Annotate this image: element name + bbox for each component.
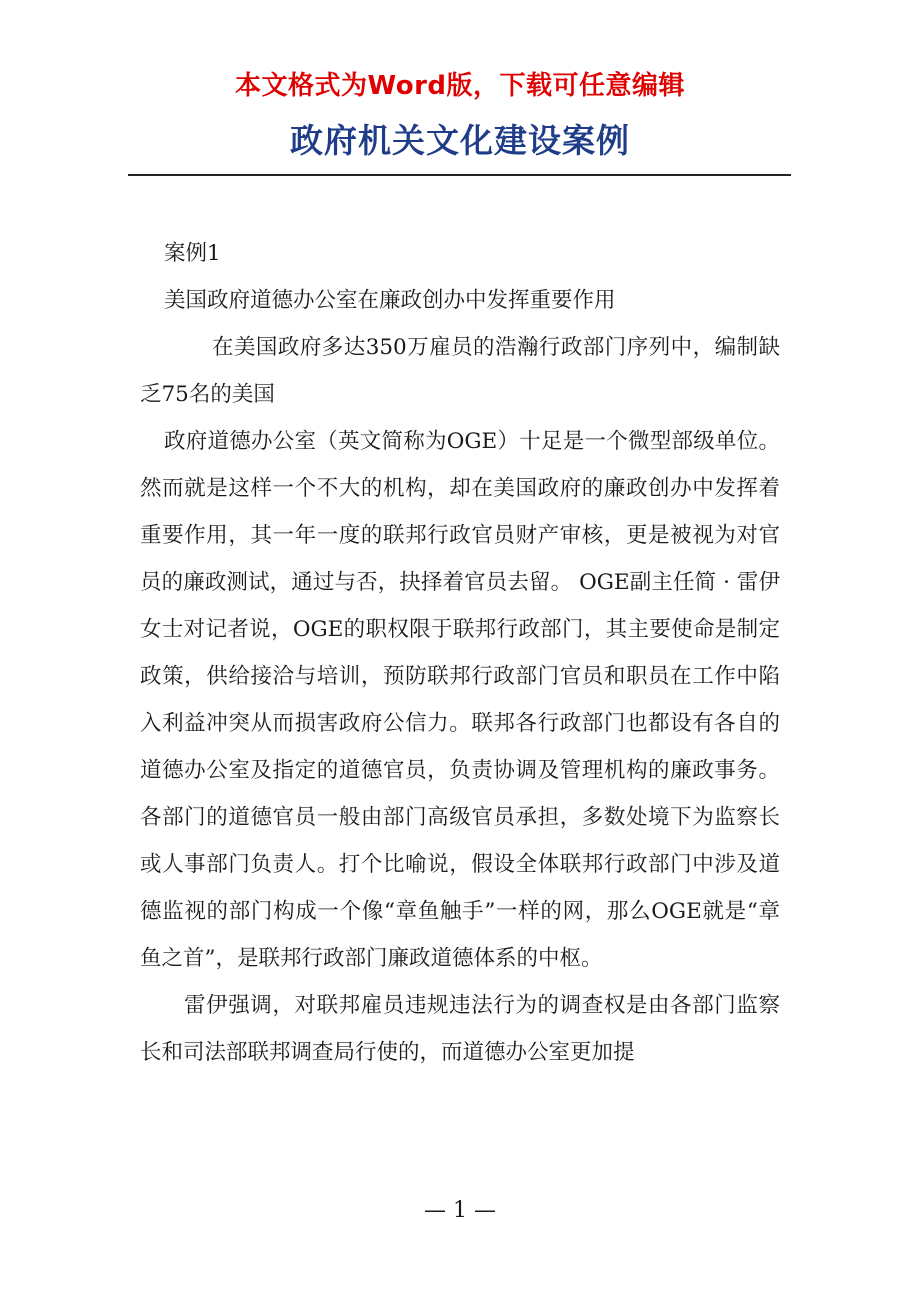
page-number: — 1 —	[424, 1198, 496, 1223]
case-subtitle: 美国政府道德办公室在廉政创办中发挥重要作用	[164, 288, 616, 313]
format-notice-banner: 本文格式为Word版，下载可任意编辑	[234, 71, 686, 101]
case-heading: 案例1	[164, 241, 221, 266]
title-divider	[128, 174, 791, 176]
document-title: 政府机关文化建设案例	[290, 121, 630, 160]
document-body	[140, 230, 780, 1076]
body-paragraph: 在美国政府多达350万雇员的浩瀚行政部门序列中，编制缺乏75名的美国	[140, 335, 780, 407]
body-paragraph: 雷伊强调，对联邦雇员违规违法行为的调查权是由各部门监察长和司法部联邦调查局行使的，而道德办公室更加提	[140, 993, 780, 1065]
body-paragraph: 政府道德办公室（英文简称为OGE）十足是一个微型部级单位。然而就是这样一个不大的机构，却在美国政府的廉政创办中发挥着重要作用，其一年一度的联邦行政官员财产审核，更是被视为对官员的廉政测试，通过与否，抉择着官员去留。 OGE副主任简 · 雷伊女士对记者说，OGE的职权限于联邦行政部门，其主要使命是制定政策，供给接洽与培训，预防联邦行政部门官员和职员在工作中陷入利益冲突从而损害政府公信力。联邦各行政部门也都设有各自的道德办公室及指定的道德官员，负责协调及管理机构的廉政事务。各部门的道德官员一般由部门高级官员承担，多数处境下为监察长或人事部门负责人。打个比喻说，假设全体联邦行政部门中涉及道德监视的部门构成一个像“章鱼触手”一样的网，那么OGE就是“章鱼之首”，是联邦行政部门廉政道德体系的中枢。	[140, 429, 780, 971]
